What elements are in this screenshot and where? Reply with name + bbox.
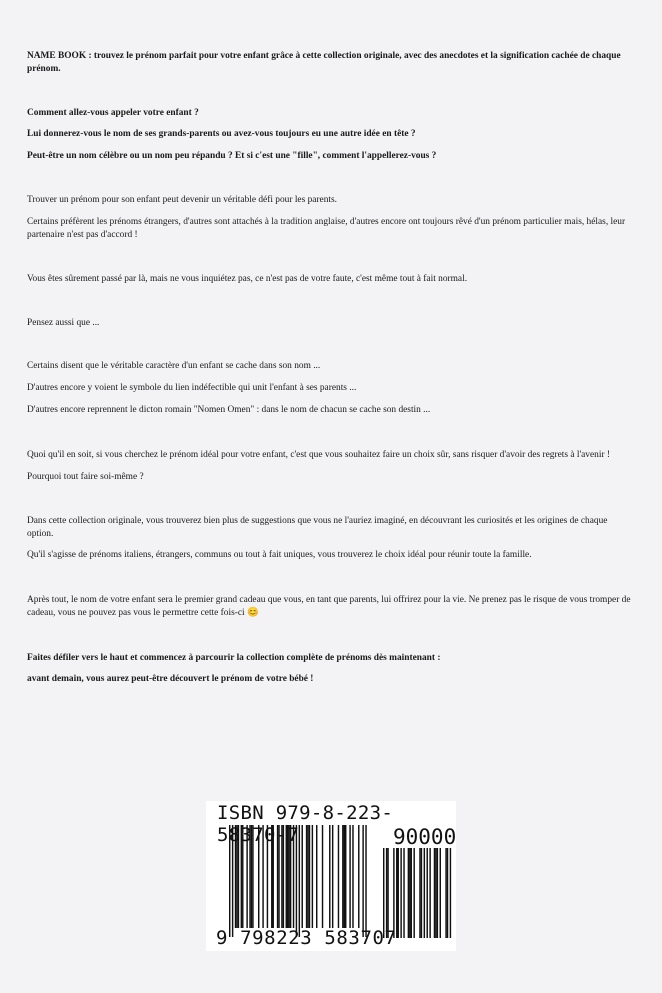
addon-bar	[408, 848, 409, 938]
addon-bar	[398, 848, 399, 938]
paragraph-character: Certains disent que le véritable caractère d'un enfant se cache dans son nom ...	[27, 361, 321, 371]
addon-bar	[387, 848, 388, 938]
paragraph-gift: Après tout, le nom de votre enfant sera le premier grand cadeau que vous, en tant que parents, lui offrirez pour la vie. Ne prenez pas le risque de vous tromper de cadeau, vous ne pouvez pas vous le permettre cette fois-ci 😊	[27, 595, 631, 619]
addon-bar	[447, 848, 448, 938]
addon-bar	[429, 848, 430, 938]
closing-line: avant demain, vous aurez peut-être découvert le prénom de votre bébé !	[27, 674, 314, 684]
paragraph-family: Qu'il s'agisse de prénoms italiens, étrangers, communs ou tout à fait uniques, vous trouverez le choix idéal pour réunir toute la famille.	[27, 550, 532, 560]
addon-bar	[396, 848, 397, 938]
book-intro: NAME BOOK : trouvez le prénom parfait pour votre enfant grâce à cette collection originale, avec des anecdotes et la signification cachée de chaque prénom.	[27, 51, 621, 75]
ean-digits: 9 798223 583707	[216, 927, 397, 949]
addon-bar	[450, 848, 451, 938]
addon-bars	[383, 848, 451, 938]
addon-bar	[386, 848, 387, 938]
addon-bar	[437, 848, 438, 938]
paragraph-bond: D'autres encore y voient le symbole du lien indéfectible qui unit l'enfant à ses parents ...	[27, 383, 357, 393]
paragraph-collection: Dans cette collection originale, vous trouverez bien plus de suggestions que vous ne l'auriez imaginé, en découvrant les curiosités et les origines de chaque option.	[27, 516, 608, 540]
addon-bar	[445, 848, 446, 938]
addon-bar	[440, 848, 441, 938]
addon-bar	[435, 848, 436, 938]
addon-bar	[393, 848, 394, 938]
question-name-child: Comment allez-vous appeler votre enfant ?	[27, 108, 199, 118]
isbn-barcode	[206, 801, 456, 951]
paragraph-challenge: Trouver un prénom pour son enfant peut devenir un véritable défi pour les parents.	[27, 195, 337, 205]
isbn-label: ISBN 979-8-223-58370-7	[217, 802, 394, 846]
addon-bar	[421, 848, 422, 938]
paragraph-reassurance: Vous êtes sûrement passé par là, mais ne vous inquiétez pas, ce n'est pas de votre faute, c'est même tout à fait normal.	[27, 274, 468, 284]
addon-bar	[427, 848, 428, 938]
addon-bar	[411, 848, 412, 938]
addon-bar	[400, 848, 401, 938]
addon-bar	[413, 848, 414, 938]
price-code: 90000	[393, 825, 457, 849]
paragraph-ideal-name: Quoi qu'il en soit, si vous cherchez le prénom idéal pour votre enfant, c'est que vous souhaitez faire un choix sûr, sans risquer d'avoir des regrets à l'avenir !	[27, 450, 611, 460]
paragraph-nomen-omen: D'autres encore reprennent le dicton romain "Nomen Omen" : dans le nom de chacun se cache son destin ...	[27, 405, 431, 415]
question-grandparents: Lui donnerez-vous le nom de ses grands-parents ou avez-vous toujours eu une autre idée en tête ?	[27, 129, 416, 139]
paragraph-why-alone: Pourquoi tout faire soi-même ?	[27, 472, 144, 482]
addon-bar	[434, 848, 435, 938]
addon-bar	[383, 848, 384, 938]
addon-bar	[409, 848, 410, 938]
paragraph-preferences: Certains préfèrent les prénoms étrangers, d'autres sont attachés à la tradition anglaise, d'autres encore ont toujours rêvé d'un prénom particulier mais, hélas, leur partenaire n'est pas d'accord !	[27, 217, 626, 241]
question-famous-name: Peut-être un nom célèbre ou un nom peu répandu ? Et si c'est une "fille", comment l'appellerez-vous ?	[27, 151, 437, 161]
addon-bar	[424, 848, 425, 938]
paragraph-think: Pensez aussi que ...	[27, 318, 100, 328]
addon-bar	[403, 848, 404, 938]
addon-bar	[419, 848, 420, 938]
call-to-action: Faites défiler vers le haut et commencez à parcourir la collection complète de prénoms dès maintenant :	[27, 653, 441, 663]
